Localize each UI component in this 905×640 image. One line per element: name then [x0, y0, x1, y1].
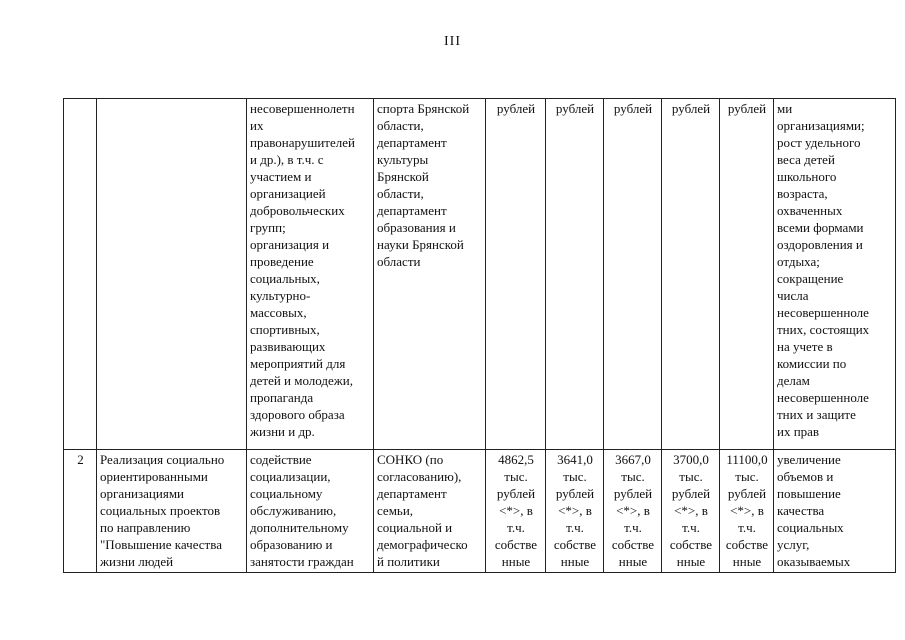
cell-line: образованию и	[250, 537, 333, 552]
cell-line: участием и	[250, 169, 312, 184]
executors-cell	[374, 450, 486, 573]
cell-line: рублей	[496, 486, 536, 501]
cell-line: департамент	[377, 203, 447, 218]
cell-line: демографическо	[377, 537, 468, 552]
cell-line: обслуживанию,	[250, 503, 337, 518]
cell-line: нные	[618, 554, 648, 569]
funding-cell-total	[720, 99, 774, 450]
cell-line: услуг,	[777, 537, 810, 552]
cell-line: культуры	[377, 152, 429, 167]
cell-line: рублей	[555, 486, 595, 501]
cell-line: охваченных	[777, 203, 843, 218]
cell-line: занятости граждан	[250, 554, 354, 569]
cell-line: всеми формами	[777, 220, 864, 235]
cell-line: социализации,	[250, 469, 331, 484]
cell-line: собстве	[669, 537, 713, 552]
cell-line: организацией	[250, 186, 326, 201]
cell-line: рублей	[613, 101, 653, 116]
cell-line: повышение	[777, 486, 841, 501]
cell-line: социальных проектов	[100, 503, 221, 518]
cell-line: организациями	[100, 486, 184, 501]
cell-line: культурно-	[250, 288, 311, 303]
cell-line: нные	[501, 554, 531, 569]
cell-line: 3700,0	[673, 452, 709, 467]
program-table	[63, 98, 896, 573]
cell-line: тних и защите	[777, 407, 856, 422]
cell-line: <*>, в	[616, 503, 650, 518]
cell-line: веса детей	[777, 152, 835, 167]
cell-line: согласованию),	[377, 469, 462, 484]
cell-line: СОНКО (по	[377, 452, 444, 467]
cell-line: т.ч.	[624, 520, 642, 535]
cell-line: на учете в	[777, 339, 833, 354]
cell-line: рост удельного	[777, 135, 861, 150]
expected-results-cell	[774, 99, 896, 450]
funding-cell-year-4	[662, 99, 720, 450]
funding-cell-year-2	[546, 450, 604, 573]
cell-line: качества	[777, 503, 825, 518]
cell-line: нные	[560, 554, 590, 569]
cell-line: тыс.	[735, 469, 759, 484]
cell-line: области	[377, 254, 421, 269]
cell-line: рублей	[727, 486, 767, 501]
cell-line: групп;	[250, 220, 286, 235]
cell-line: нные	[676, 554, 706, 569]
cell-line: образования и	[377, 220, 456, 235]
funding-cell-year-3	[604, 99, 662, 450]
funding-cell-total	[720, 450, 774, 573]
page-number: III	[444, 34, 461, 49]
cell-line: <*>, в	[674, 503, 708, 518]
cell-line: сокращение	[777, 271, 844, 286]
cell-line: пропаганда	[250, 390, 314, 405]
cell-line: тних, состоящих	[777, 322, 870, 337]
cell-line: объемов и	[777, 469, 834, 484]
cell-line: рублей	[613, 486, 653, 501]
cell-line: их прав	[777, 424, 820, 439]
cell-line: департамент	[377, 135, 447, 150]
funding-cell-year-3	[604, 450, 662, 573]
cell-line: т.ч.	[738, 520, 756, 535]
cell-line: тыс.	[621, 469, 645, 484]
cell-line: дополнительному	[250, 520, 349, 535]
cell-line: Реализация социально	[100, 452, 225, 467]
cell-line: жизни и др.	[250, 424, 315, 439]
cell-line: т.ч.	[682, 520, 700, 535]
cell-line: по направлению	[100, 520, 191, 535]
cell-line: проведение	[250, 254, 314, 269]
cell-line: т.ч.	[507, 520, 525, 535]
cell-line: <*>, в	[499, 503, 533, 518]
cell-line: добровольческих	[250, 203, 345, 218]
cell-line: правонарушителей	[250, 135, 355, 150]
cell-line: социальных,	[250, 271, 320, 286]
cell-line: организация и	[250, 237, 330, 252]
cell-line: рублей	[555, 101, 595, 116]
cell-line: собстве	[725, 537, 769, 552]
cell-line: мероприятий для	[250, 356, 346, 371]
cell-line: рублей	[671, 486, 711, 501]
executors-cell	[374, 99, 486, 450]
funding-cell-year-2	[546, 99, 604, 450]
cell-line: "Повышение качества	[100, 537, 222, 552]
cell-line: числа	[777, 288, 809, 303]
table-row	[64, 99, 896, 450]
row-number-cell	[64, 99, 97, 450]
cell-line: школьного	[777, 169, 837, 184]
cell-line: тыс.	[504, 469, 528, 484]
cell-line: й политики	[377, 554, 440, 569]
cell-line: делам	[777, 373, 810, 388]
cell-line: 4862,5	[498, 452, 534, 467]
cell-line: увеличение	[777, 452, 841, 467]
cell-line: социальных	[777, 520, 844, 535]
cell-line: содействие	[250, 452, 312, 467]
project-name-cell	[97, 99, 247, 450]
cell-line: их	[250, 118, 264, 133]
cell-line: оздоровления и	[777, 237, 863, 252]
cell-line: науки Брянской	[377, 237, 464, 252]
cell-line: области,	[377, 186, 424, 201]
expected-results-cell	[774, 450, 896, 573]
cell-line: социальной и	[377, 520, 453, 535]
project-name-cell	[97, 450, 247, 573]
row-number-cell: 2	[64, 450, 97, 573]
cell-line: собстве	[494, 537, 538, 552]
funding-cell-year-4	[662, 450, 720, 573]
cell-line: т.ч.	[566, 520, 584, 535]
cell-line: рублей	[671, 101, 711, 116]
cell-line: оказываемых	[777, 554, 851, 569]
activities-cell	[247, 99, 374, 450]
cell-line: 3641,0	[557, 452, 593, 467]
cell-line: нные	[732, 554, 762, 569]
cell-line: Брянской	[377, 169, 429, 184]
cell-line: развивающих	[250, 339, 326, 354]
funding-cell-year-1	[486, 450, 546, 573]
funding-cell-year-1	[486, 99, 546, 450]
cell-line: спорта Брянской	[377, 101, 470, 116]
cell-line: массовых,	[250, 305, 307, 320]
cell-line: спортивных,	[250, 322, 320, 337]
cell-line: ориентированными	[100, 469, 208, 484]
activities-cell	[247, 450, 374, 573]
cell-line: 11100,0	[726, 452, 768, 467]
cell-line: несовершеннолe	[777, 305, 869, 320]
cell-line: семьи,	[377, 503, 414, 518]
cell-line: рублей	[727, 101, 767, 116]
cell-line: <*>, в	[558, 503, 592, 518]
cell-line: комиссии по	[777, 356, 847, 371]
cell-line: детей и молодежи,	[250, 373, 353, 388]
cell-line: тыс.	[679, 469, 703, 484]
cell-line: ми	[777, 101, 793, 116]
cell-line: несовершеннолетн	[250, 101, 355, 116]
cell-line: возраста,	[777, 186, 828, 201]
cell-line: несовершеннолe	[777, 390, 869, 405]
cell-line: жизни людей	[100, 554, 174, 569]
cell-line: и др.), в т.ч. с	[250, 152, 324, 167]
cell-line: отдыха;	[777, 254, 820, 269]
cell-line: 3667,0	[615, 452, 651, 467]
cell-line: социальному	[250, 486, 323, 501]
cell-line: здорового образа	[250, 407, 345, 422]
cell-line: <*>, в	[730, 503, 764, 518]
cell-line: собстве	[553, 537, 597, 552]
cell-line: собстве	[611, 537, 655, 552]
cell-line: области,	[377, 118, 424, 133]
cell-line: организациями;	[777, 118, 865, 133]
cell-line: департамент	[377, 486, 447, 501]
cell-line: тыс.	[563, 469, 587, 484]
cell-line: рублей	[496, 101, 536, 116]
table-row	[64, 450, 896, 573]
